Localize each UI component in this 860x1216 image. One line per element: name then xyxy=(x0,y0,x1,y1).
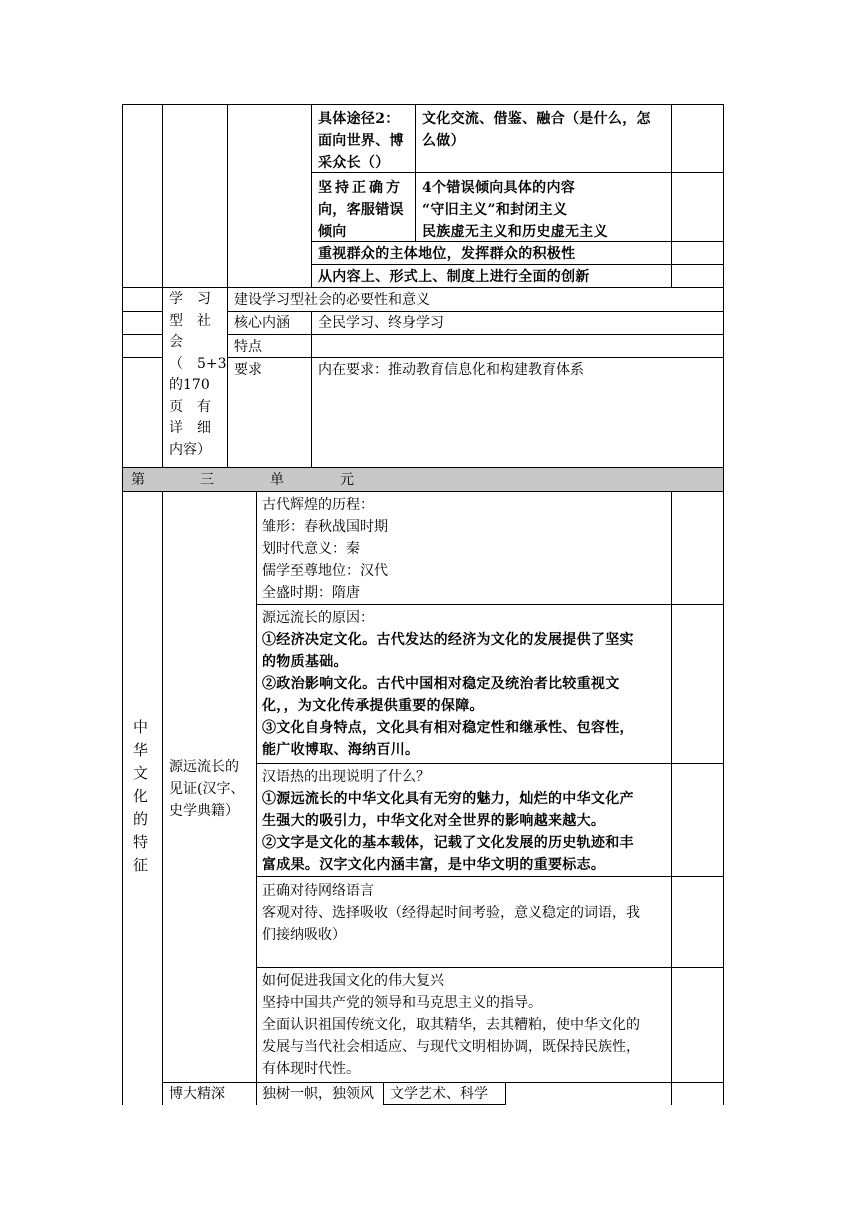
broad-label: 博大精深 xyxy=(169,1086,225,1102)
table-border xyxy=(256,763,724,764)
core-label: 核心内涵 xyxy=(234,315,290,331)
table-border xyxy=(122,357,163,358)
learning-society-label: 学 习 型 社 会 （ 5+3 的170 页 有 详 细 内容） xyxy=(169,291,227,458)
table-border xyxy=(311,104,312,287)
path2-text: 文化交流、借鉴、融合（是什么，怎 么做） xyxy=(422,111,651,149)
feature-label: 特点 xyxy=(234,339,262,355)
table-border xyxy=(227,311,724,312)
table-border xyxy=(383,1082,384,1105)
path2-label: 具体途径2： 面向世界、博 采众长（） xyxy=(318,111,404,171)
direction-label: 坚持正确方 向，客服错误 倾向 xyxy=(318,180,404,240)
requirement-value: 内在要求：推动教育信息化和构建教育体系 xyxy=(318,362,584,378)
table-border xyxy=(122,104,123,1105)
masses-row: 重视群众的主体地位，发挥群众的积极性 xyxy=(318,246,576,262)
innovation-row: 从内容上、形式上、制度上进行全面的创新 xyxy=(318,269,590,285)
learning-necessity: 建设学习型社会的必要性和意义 xyxy=(234,292,430,308)
reason-block: 源远流长的原因： ①经济决定文化。古代发达的经济为文化的发展提供了坚实 的物质基础。 ②政治影响文化。古代中国相对稳定及统治者比较重视文 化，，为文化传承提供重要的保障。 ③文化自身特点，文化具有相对稳定性和继承性、包容性， 能广收博取、海纳百川。 xyxy=(262,610,634,758)
direction-text: 4个错误倾向具体的内容 “守旧主义”和封闭主义 民族虚无主义和历史虚无主义 xyxy=(422,180,608,240)
core-value: 全民学习、终身学习 xyxy=(318,315,444,331)
table-border xyxy=(122,467,724,468)
table-border xyxy=(227,104,228,467)
table-border xyxy=(162,104,163,467)
unit-header-1: 第 xyxy=(131,472,145,488)
table-border xyxy=(256,491,257,1105)
table-border xyxy=(122,491,724,492)
hanyu-block: 汉语热的出现说明了什么？ ①源远流长的中华文化具有无穷的魅力，灿烂的中华文化产 生强大的吸引力，中华文化对全世界的影响越来越大。 ②文字是文化的基本载体，记载了文化发展的历史轨迹和丰 富成果。汉字文化内涵丰富，是中华文明的重要标志。 xyxy=(262,769,634,873)
unit-header-4: 元 xyxy=(340,472,354,488)
culture-main-label: 中 华 文 化 的 特 征 xyxy=(133,718,149,874)
table-border xyxy=(671,491,672,1105)
table-border xyxy=(122,334,163,335)
table-border xyxy=(122,311,163,312)
table-border xyxy=(256,876,724,877)
broad-cell-b: 文学艺术、科学 xyxy=(390,1086,488,1102)
revival-block: 如何促进我国文化的伟大复兴 坚持中国共产党的领导和马克思主义的指导。 全面认识祖国传统文化，取其精华，去其糟粕，使中华文化的 发展与当代社会相适应、与现代文明相协调，既保持民族性， 有体现时代性。 xyxy=(262,973,640,1077)
table-border xyxy=(122,104,724,105)
unit-header-3: 单 xyxy=(270,472,284,488)
network-language-block: 正确对待网络语言 客观对待、选择吸收（经得起时间考验，意义稳定的词语，我 们接纳吸收） xyxy=(262,883,640,943)
history-block: 古代辉煌的历程： 雏形：春秋战国时期 划时代意义：秦 儒学至尊地位：汉代 全盛时期：隋唐 xyxy=(262,497,388,601)
unit-header-2: 三 xyxy=(200,472,214,488)
table-border xyxy=(311,311,312,467)
table-border xyxy=(256,967,724,968)
table-border xyxy=(227,334,724,335)
broad-cell-a: 独树一帜，独领风 xyxy=(262,1086,374,1102)
origin-label: 源远流长的 见证(汉字、 史学典籍） xyxy=(169,759,245,819)
requirement-label: 要求 xyxy=(234,362,262,378)
table-border xyxy=(162,491,163,1105)
table-border xyxy=(505,1082,506,1105)
table-border xyxy=(256,604,724,605)
table-border xyxy=(671,104,672,287)
table-border xyxy=(227,357,724,358)
